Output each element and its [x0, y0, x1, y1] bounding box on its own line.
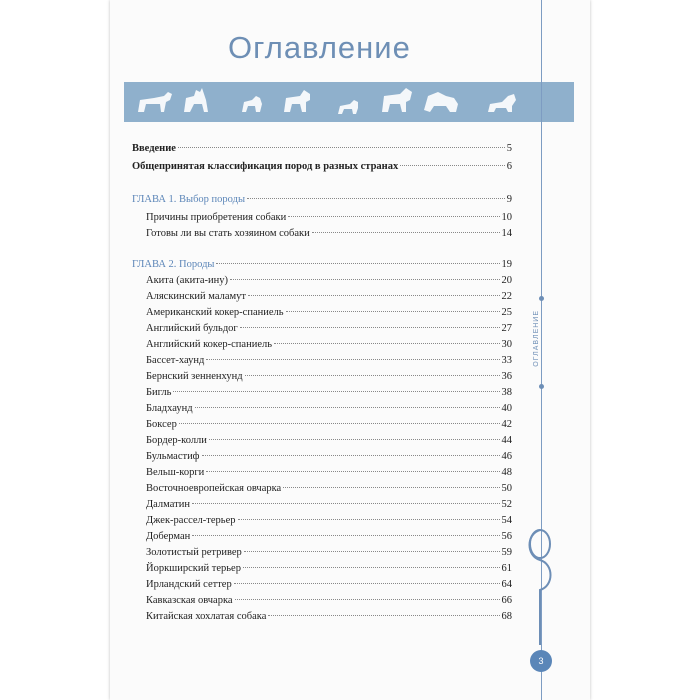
dog-silhouette-banner	[124, 82, 574, 122]
dot-leader	[312, 232, 500, 233]
toc-entry-label: Английский бульдог	[146, 323, 238, 334]
toc-entry-label: Китайская хохлатая собака	[146, 611, 267, 622]
toc-entry[interactable]	[132, 403, 512, 417]
toc-entry-page: 19	[501, 259, 512, 270]
leash-icon	[520, 520, 560, 660]
toc-entry-label: Вельш-корги	[146, 467, 205, 478]
toc-entry-label: Причины приобретения собаки	[146, 212, 287, 223]
toc-entry-label: Ирландский сеттер	[146, 579, 232, 590]
toc-chapter-2[interactable]	[132, 259, 512, 273]
bullet-dot-icon	[539, 384, 544, 389]
toc-entry-label: Йоркширский терьер	[146, 563, 241, 574]
toc-entry[interactable]	[132, 531, 512, 545]
toc-entry-page: 61	[501, 563, 512, 574]
toc-entry-page: 25	[501, 307, 512, 318]
bullet-dot-icon	[539, 296, 544, 301]
dot-leader	[238, 519, 500, 520]
toc-entry-label: Бернский зенненхунд	[146, 371, 243, 382]
toc-entry-page: 54	[501, 515, 512, 526]
toc-entry-label: Бассет-хаунд	[146, 355, 205, 366]
toc-entry-page: 20	[501, 275, 512, 286]
toc-entry-label: ГЛАВА 1. Выбор породы	[132, 194, 246, 205]
dot-leader	[274, 343, 499, 344]
toc-entry[interactable]	[132, 499, 512, 513]
toc-entry[interactable]	[132, 595, 512, 609]
toc-entry-label: Далматин	[146, 499, 190, 510]
toc-entry-label: Бульмастиф	[146, 451, 200, 462]
toc-entry-page: 22	[501, 291, 512, 302]
toc-entry-page: 66	[501, 595, 512, 606]
toc-entry[interactable]	[132, 579, 512, 593]
toc-entry-label: Акита (акита-ину)	[146, 275, 229, 286]
toc-entry[interactable]	[132, 387, 512, 401]
dot-leader	[195, 407, 500, 408]
toc-entry-page: 40	[501, 403, 512, 414]
toc-entry[interactable]	[132, 515, 512, 529]
dot-leader	[235, 599, 500, 600]
dog-silhouettes-icon	[124, 82, 574, 122]
toc-entry-page: 14	[501, 228, 512, 239]
toc-entry-label: Бордер-колли	[146, 435, 207, 446]
dot-leader	[244, 551, 500, 552]
toc-entry[interactable]	[132, 307, 512, 321]
toc-entry[interactable]	[132, 291, 512, 305]
toc-entry-page: 52	[501, 499, 512, 510]
toc-entry-page: 9	[506, 194, 512, 205]
toc-entry[interactable]	[132, 451, 512, 465]
toc-entry[interactable]	[132, 323, 512, 337]
dot-leader	[173, 391, 499, 392]
dot-leader	[248, 295, 500, 296]
page-number-badge: 3	[530, 650, 552, 672]
toc-entry-page: 33	[501, 355, 512, 366]
toc-entry[interactable]	[132, 611, 512, 625]
toc-entry-page: 6	[506, 161, 512, 172]
toc-entry-label: ГЛАВА 2. Породы	[132, 259, 215, 270]
dot-leader	[216, 263, 499, 264]
toc-entry-label: Доберман	[146, 531, 191, 542]
dot-leader	[243, 567, 500, 568]
toc-entry[interactable]	[132, 547, 512, 561]
toc-entry-label: Боксер	[146, 419, 177, 430]
dot-leader	[286, 311, 500, 312]
dot-leader	[240, 327, 500, 328]
toc-entry-page: 44	[501, 435, 512, 446]
toc-entry[interactable]	[132, 483, 512, 497]
toc-entry-label: Американский кокер-спаниель	[146, 307, 284, 318]
toc-entry-page: 42	[501, 419, 512, 430]
toc-chapter-1[interactable]	[132, 194, 512, 208]
toc-entry-label: Общепринятая классификация пород в разных странах	[132, 161, 399, 172]
dot-leader	[234, 583, 500, 584]
toc-entry-page: 46	[501, 451, 512, 462]
dot-leader	[400, 165, 505, 166]
toc-entry-page: 38	[501, 387, 512, 398]
page-title: Оглавление	[228, 30, 411, 65]
toc-entry-page: 10	[501, 212, 512, 223]
dot-leader	[230, 279, 499, 280]
toc-entry-page: 64	[501, 579, 512, 590]
toc-entry-page: 68	[501, 611, 512, 622]
toc-entry[interactable]	[132, 275, 512, 289]
toc-entry-page: 56	[501, 531, 512, 542]
toc-entry-page: 27	[501, 323, 512, 334]
toc-entry-page: 36	[501, 371, 512, 382]
toc-entry-introduction[interactable]	[132, 143, 512, 157]
toc-entry[interactable]	[132, 355, 512, 369]
toc-entry-classification[interactable]	[132, 161, 512, 175]
toc-entry-page: 30	[501, 339, 512, 350]
toc-entry[interactable]	[132, 419, 512, 433]
toc-entry-label: Золотистый ретривер	[146, 547, 242, 558]
toc-entry-page: 48	[501, 467, 512, 478]
toc-entry-label: Восточноевропейская овчарка	[146, 483, 282, 494]
toc-entry[interactable]	[132, 212, 512, 226]
toc-entry[interactable]	[132, 435, 512, 449]
toc-entry-label: Английский кокер-спаниель	[146, 339, 273, 350]
toc-entry-label: Бладхаунд	[146, 403, 193, 414]
toc-entry[interactable]	[132, 339, 512, 353]
toc-entry-page: 50	[501, 483, 512, 494]
toc-entry-page: 59	[501, 547, 512, 558]
toc-entry-label: Готовы ли вы стать хозяином собаки	[146, 228, 310, 239]
dot-leader	[209, 439, 500, 440]
dot-leader	[192, 535, 499, 536]
toc-entry[interactable]	[132, 467, 512, 481]
dot-leader	[247, 198, 505, 199]
dot-leader	[179, 423, 500, 424]
dot-leader	[202, 455, 500, 456]
dot-leader	[245, 375, 500, 376]
dot-leader	[288, 216, 499, 217]
toc-entry-label: Аляскинский маламут	[146, 291, 246, 302]
dot-leader	[206, 359, 499, 360]
toc-entry-label: Кавказская овчарка	[146, 595, 233, 606]
toc-entry[interactable]	[132, 371, 512, 385]
dot-leader	[178, 147, 505, 148]
side-section-label: ОГЛАВЛЕНИЕ	[533, 310, 540, 367]
toc-entry-label: Джек-рассел-терьер	[146, 515, 236, 526]
toc-entry-label: Бигль	[146, 387, 172, 398]
dot-leader	[206, 471, 499, 472]
toc-entry[interactable]	[132, 228, 512, 242]
dot-leader	[283, 487, 499, 488]
toc-entry[interactable]	[132, 563, 512, 577]
toc-entry-page: 5	[506, 143, 512, 154]
dot-leader	[268, 615, 499, 616]
dot-leader	[192, 503, 500, 504]
toc-entry-label: Введение	[132, 143, 176, 154]
